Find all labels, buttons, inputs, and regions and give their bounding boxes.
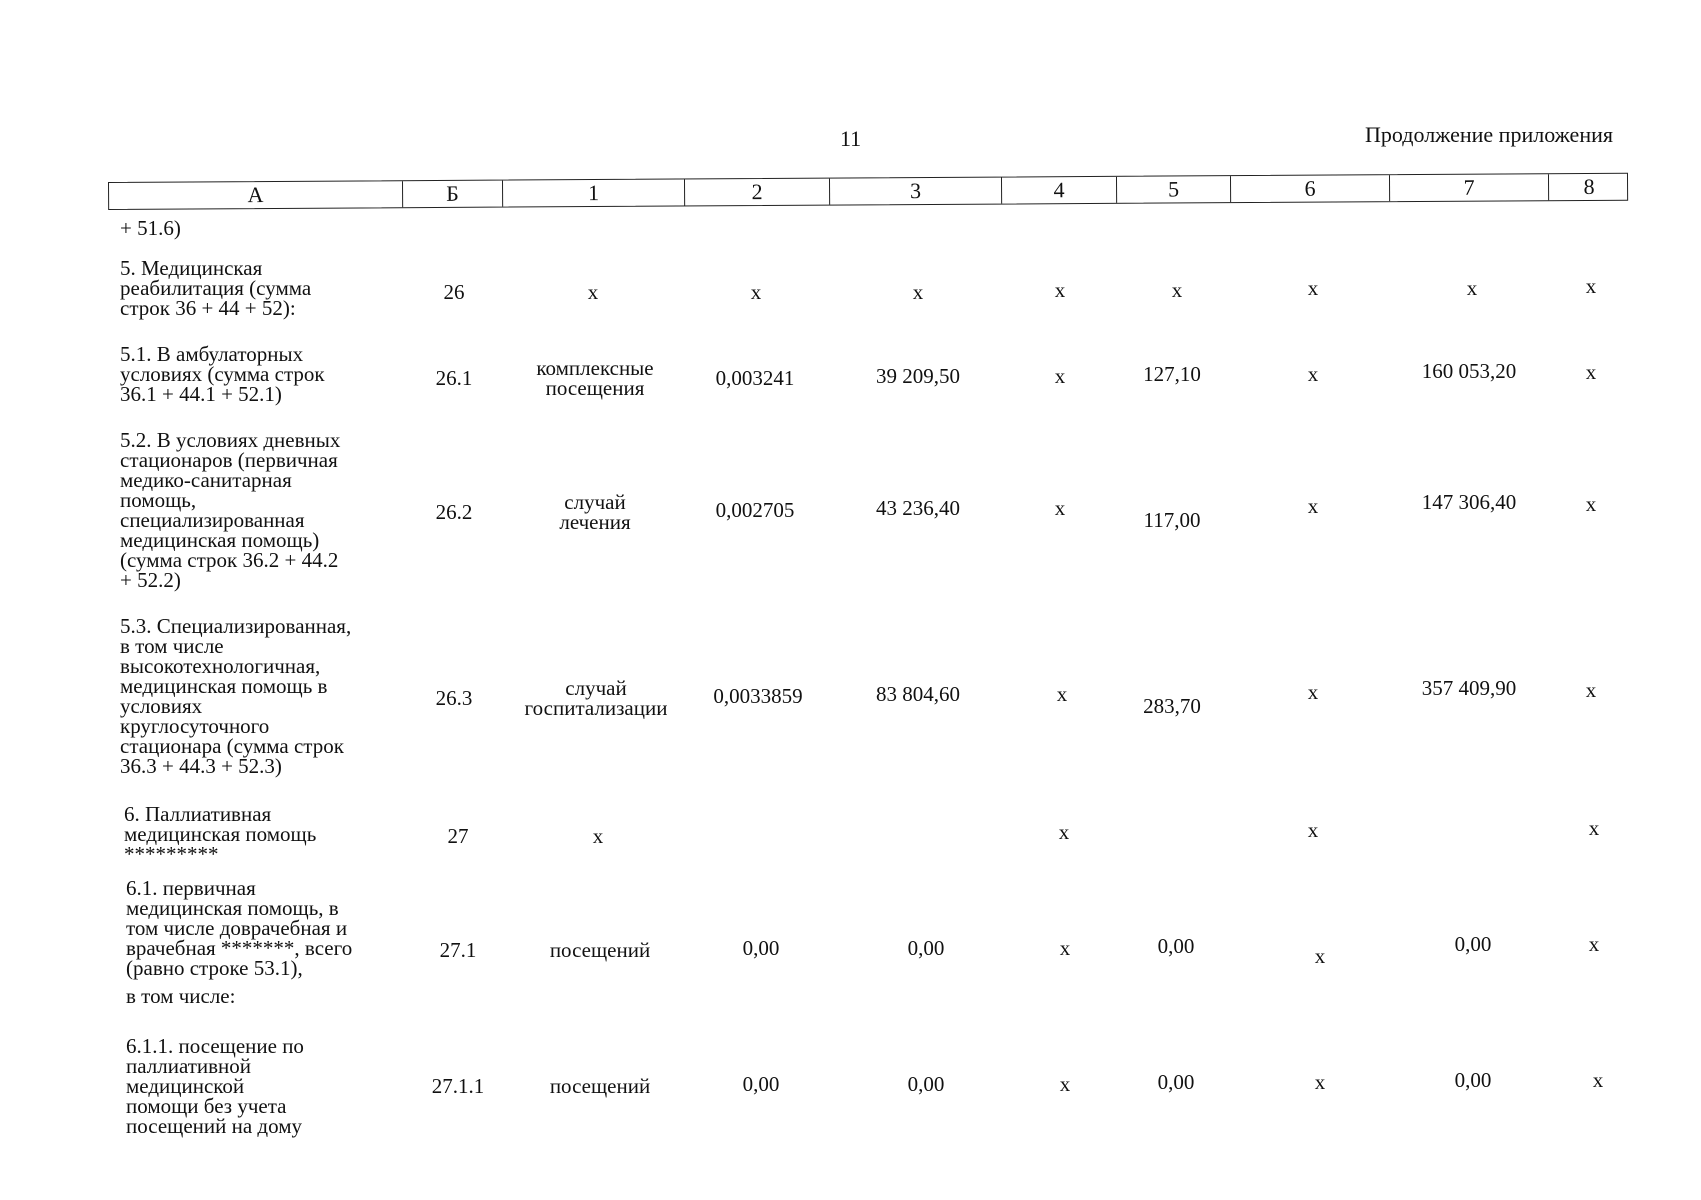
header-col-2: 2 <box>685 179 830 206</box>
header-col-4: 4 <box>1002 177 1117 204</box>
row-col4: х <box>1059 1072 1071 1096</box>
page-number: 11 <box>840 126 862 151</box>
row-col7: 0,00 <box>1454 1068 1492 1092</box>
table-header <box>108 173 1628 210</box>
row-col4: х <box>1059 936 1071 960</box>
row-col4: х <box>1056 682 1068 706</box>
row-col4: х <box>1054 364 1066 388</box>
row-col2: 0,002705 <box>715 498 795 522</box>
row-unit: посещений <box>549 938 651 962</box>
row-unit: случай госпитализации <box>524 676 668 720</box>
row-name: 5.3. Специализированная, в том числе высокотехнологичная, медицинская помощь в условиях круглосуточного стационара (сумма строк 36.3 + 44.3 + 52.3) <box>120 614 352 778</box>
header-col-b: Б <box>403 181 503 208</box>
row-col2: х <box>750 280 762 304</box>
row-subtitle: в том числе: <box>126 984 236 1008</box>
row-unit: комплексные посещения <box>536 356 654 400</box>
row-col3: 0,00 <box>907 936 945 960</box>
row-col3: 0,00 <box>907 1072 945 1096</box>
header-col-7: 7 <box>1390 174 1549 201</box>
header-col-5: 5 <box>1117 176 1231 203</box>
header-col-a: А <box>109 181 403 209</box>
row-code: 26.1 <box>435 366 473 390</box>
row-col2: 0,0033859 <box>713 684 803 708</box>
row-col5: 0,00 <box>1157 1070 1195 1094</box>
row-col8: х <box>1585 678 1597 702</box>
row-code: 26 <box>443 280 465 304</box>
row-col3: 43 236,40 <box>876 496 960 520</box>
row-unit: случай лечения <box>559 490 631 534</box>
row-unit: х <box>592 824 604 848</box>
row-name: 5. Медицинская реабилитация (сумма строк 36 + 44 + 52): <box>120 256 312 320</box>
row-col6: х <box>1307 680 1319 704</box>
row-col6: х <box>1307 494 1319 518</box>
row-name: 6.1. первичная медицинская помощь, в том числе доврачебная и врачебная *******, всего (равно строке 53.1), в том числе: <box>126 876 353 1008</box>
row-col3: х <box>912 280 924 304</box>
row-col6: х <box>1314 944 1326 968</box>
row-unit: посещений <box>549 1074 651 1098</box>
row-col5: 0,00 <box>1157 934 1195 958</box>
row-code: 27.1.1 <box>431 1074 485 1098</box>
row-code: 27.1 <box>439 938 477 962</box>
continuation-title: Продолжение приложения <box>1365 122 1613 147</box>
row-name: 6.1.1. посещение по паллиативной медицинской помощи без учета посещений на дому <box>126 1034 304 1138</box>
row-code: 27 <box>447 824 469 848</box>
row-col4: х <box>1058 820 1070 844</box>
row-col6: х <box>1307 362 1319 386</box>
row-col5: 283,70 <box>1143 694 1201 718</box>
header-col-3: 3 <box>830 178 1002 205</box>
row-col6: х <box>1307 276 1319 300</box>
row-col4: х <box>1054 496 1066 520</box>
row-col6: х <box>1314 1070 1326 1094</box>
row-col2: 0,003241 <box>715 366 795 390</box>
row-col5: х <box>1171 278 1183 302</box>
row-col8: х <box>1588 932 1600 956</box>
row-code: 26.3 <box>435 686 473 710</box>
row-col7: 160 053,20 <box>1421 359 1517 383</box>
row-col7: 147 306,40 <box>1421 490 1517 514</box>
row-col2: 0,00 <box>742 1072 780 1096</box>
row-unit: х <box>587 280 599 304</box>
row-col7: 357 409,90 <box>1421 676 1517 700</box>
row-col8: х <box>1585 274 1597 298</box>
row-col8: х <box>1585 360 1597 384</box>
row-col7: 0,00 <box>1454 932 1492 956</box>
continued-text: + 51.6) <box>120 216 181 240</box>
header-col-6: 6 <box>1231 175 1390 202</box>
row-col4: х <box>1054 278 1066 302</box>
row-col5: 127,10 <box>1143 362 1201 386</box>
row-col5: 117,00 <box>1143 508 1201 532</box>
row-col2: 0,00 <box>742 936 780 960</box>
row-col3: 83 804,60 <box>876 682 960 706</box>
row-code: 26.2 <box>435 500 473 524</box>
header-col-8: 8 <box>1583 173 1595 199</box>
row-col7: х <box>1466 276 1478 300</box>
row-name: 6. Паллиативная медицинская помощь ********* <box>124 802 317 866</box>
row-col8: х <box>1588 816 1600 840</box>
row-col8: х <box>1592 1068 1604 1092</box>
row-col8: х <box>1585 492 1597 516</box>
row-name: 5.1. В амбулаторных условиях (сумма строк 36.1 + 44.1 + 52.1) <box>120 342 325 406</box>
row-col3: 39 209,50 <box>876 364 960 388</box>
row-name: 5.2. В условиях дневных стационаров (первичная медико-санитарная помощь, специализированная медицинская помощь) (сумма строк 36.2 + 44.2 + 52.2) <box>120 428 341 592</box>
row-col6: х <box>1307 818 1319 842</box>
header-col-1: 1 <box>503 179 685 206</box>
